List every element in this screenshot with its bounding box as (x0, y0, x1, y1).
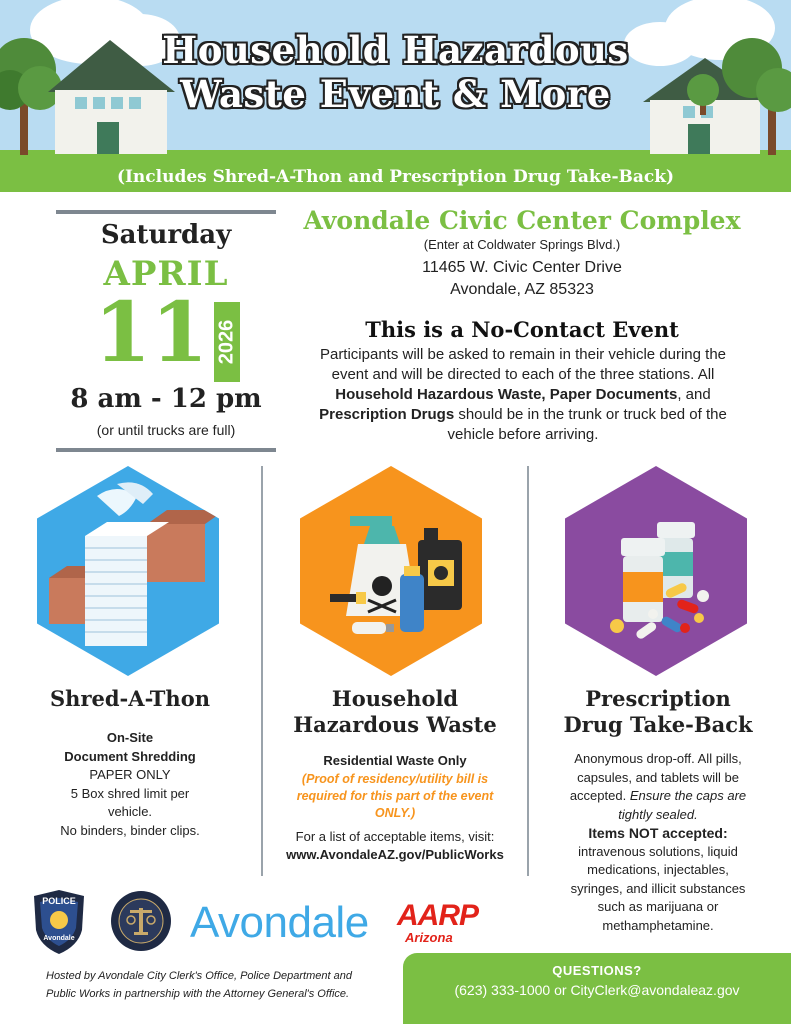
police-badge-logo (30, 890, 88, 954)
shred-line-3: PAPER ONLY (89, 767, 171, 782)
header-illustration (0, 0, 791, 162)
shred-title: Shred-A-Thon (50, 686, 210, 711)
no-contact-description (300, 345, 746, 445)
date-top-rule (56, 210, 276, 214)
questions-box (403, 953, 791, 1024)
prescription-hexagon (565, 466, 747, 676)
address-street: 11465 W. Civic Center Drive (422, 259, 622, 276)
hazardous-title-2: Hazardous Waste (293, 712, 497, 737)
date-block (56, 210, 276, 442)
title-line-1: Household Hazardous (162, 28, 629, 72)
aarp-logo-text: AARP (397, 899, 479, 932)
public-works-link[interactable]: www.AvondaleAZ.gov/PublicWorks (286, 847, 504, 862)
shred-hexagon (37, 466, 219, 676)
hazardous-residency-note: (Proof of residency/utility bill is required for this part of the event ONLY.) (296, 771, 494, 820)
prescription-details (560, 750, 756, 935)
page-title (0, 28, 791, 116)
prescription-title-1: Prescription (585, 686, 731, 711)
event-year-text: 2026 (215, 319, 238, 365)
avondale-logo: Avondale (190, 898, 369, 947)
title-line-2: Waste Event & More (180, 72, 611, 116)
hazardous-hexagon (300, 466, 482, 676)
event-month: APRIL (103, 254, 229, 294)
not-accepted-list: intravenous solutions, liquid medications, injectables, syringes, and illicit substances such as marijuana or methamphetamine. (570, 843, 746, 933)
column-divider-1 (261, 466, 263, 876)
prescription-title (540, 686, 776, 738)
prescription-caps-note: Ensure the caps are tightly sealed. (618, 788, 747, 822)
prescription-line-1 (560, 750, 756, 824)
hazardous-line-3: For a list of acceptable items, visit: (295, 828, 495, 844)
hazardous-title (272, 686, 518, 738)
prescription-pills-icon (565, 466, 747, 676)
desc-text-2: , and (677, 386, 711, 403)
event-year (214, 302, 240, 382)
police-logo-text: POLICE (42, 896, 76, 906)
police-logo-city: Avondale (43, 935, 75, 942)
aarp-logo-state: Arizona (405, 930, 453, 945)
hazardous-details (272, 752, 518, 865)
hazardous-title-1: Household (331, 686, 459, 711)
shred-line-1: On-Site (106, 730, 154, 745)
questions-contact[interactable]: (623) 333-1000 or CityClerk@avondaleaz.gov (454, 982, 740, 998)
shred-line-4: 5 Box shred limit per vehicle. (70, 785, 190, 819)
venue-name: Avondale Civic Center Complex (303, 206, 741, 235)
prescription-line-1-text: Anonymous drop-off. All pills, capsules, and tablets will be accepted. (569, 751, 742, 803)
address-city: Avondale, AZ 85323 (450, 281, 594, 298)
event-day: Saturday (100, 220, 232, 250)
hazardous-line-1: Residential Waste Only (323, 753, 467, 768)
subtitle-banner: (Includes Shred-A-Thon and Prescription Drug Take-Back) (0, 162, 791, 192)
no-contact-heading: This is a No-Contact Event (365, 317, 679, 342)
venue-address (292, 257, 752, 301)
desc-bold-2: Prescription Drugs (319, 406, 455, 423)
hazardous-waste-icon (300, 466, 482, 676)
prescription-title-2: Drug Take-Back (563, 712, 753, 737)
paper-shredding-icon (37, 466, 219, 676)
venue-entrance: (Enter at Coldwater Springs Blvd.) (423, 237, 621, 252)
event-time-note: (or until trucks are full) (96, 422, 236, 438)
shred-line-2: Document Shredding (64, 748, 196, 764)
aarp-arizona-logo (397, 899, 479, 945)
column-divider-2 (527, 466, 529, 876)
shred-line-5: No binders, binder clips. (60, 822, 200, 838)
hosted-by-text: Hosted by Avondale City Clerk's Office, Police Department and Public Works in partnership with the Attorney General's Office. (46, 970, 352, 1000)
attorney-general-seal (110, 890, 172, 952)
questions-title: QUESTIONS? (552, 963, 642, 978)
desc-bold-1: Household Hazardous Waste, Paper Documents (335, 386, 678, 403)
event-time: 8 am - 12 pm (70, 384, 262, 414)
desc-text-3: should be in the trunk or truck bed of the vehicle before arriving. (447, 406, 727, 443)
event-date-number: 11 (94, 285, 209, 381)
date-bottom-rule (56, 448, 276, 452)
shred-details (30, 729, 230, 840)
not-accepted-heading: Items NOT accepted: (588, 825, 728, 841)
desc-text-1: Participants will be asked to remain in their vehicle during the event and will be directed to each of the three stations. All (319, 346, 727, 383)
